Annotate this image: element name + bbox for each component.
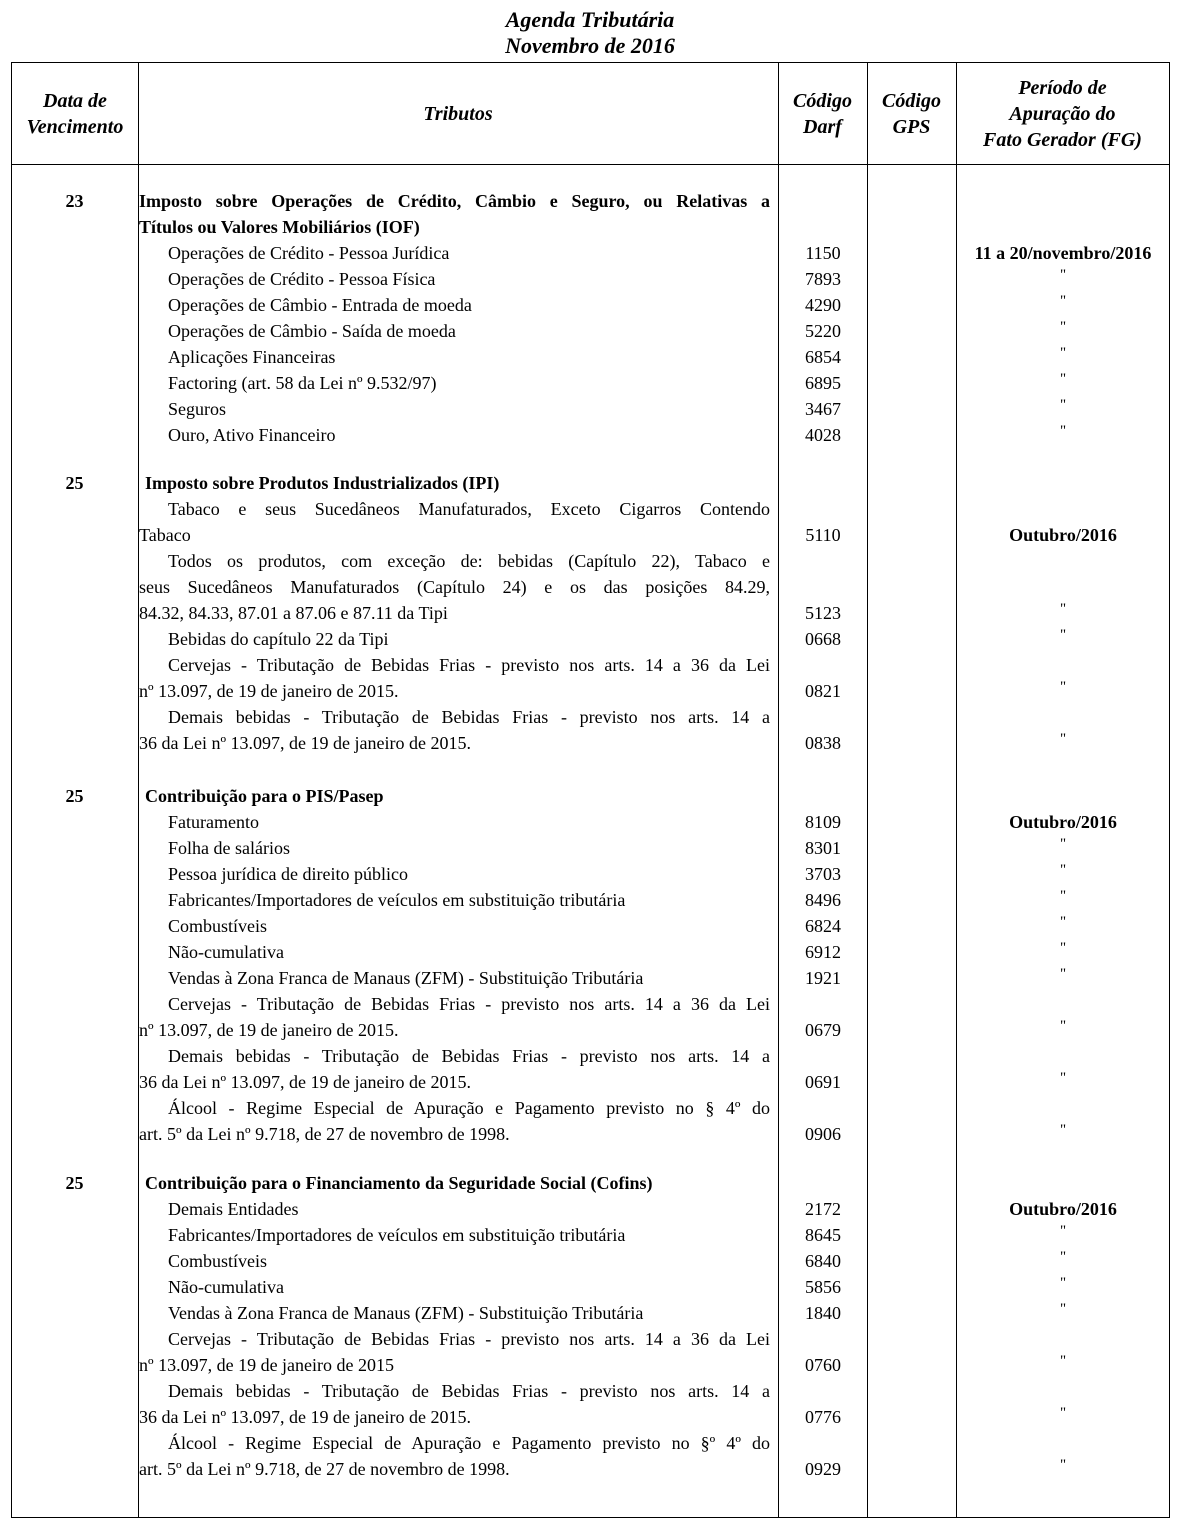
item-description: Factoring (art. 58 da Lei nº 9.532/97) xyxy=(168,373,437,393)
item-description: Não-cumulativa xyxy=(168,1277,284,1297)
ditto-mark: " xyxy=(1059,1018,1067,1034)
header-taxes: Tributos xyxy=(423,102,493,125)
ditto-mark: " xyxy=(1059,1275,1067,1291)
ditto-mark: " xyxy=(1059,679,1067,695)
ditto-mark: " xyxy=(1059,1249,1067,1265)
darf-code: 8496 xyxy=(805,890,841,910)
ditto-mark: " xyxy=(1059,1070,1067,1086)
darf-code: 4028 xyxy=(805,425,841,445)
item-description: Operações de Crédito - Pessoa Jurídica xyxy=(168,243,450,263)
document-subtitle: Novembro de 2016 xyxy=(505,33,675,58)
darf-code: 0929 xyxy=(805,1459,841,1479)
item-description: Cervejas - Tributação de Bebidas Frias - previsto nos arts. 14 a 36 da Lei xyxy=(168,655,770,675)
document-title: Agenda Tributária xyxy=(505,7,675,32)
item-description: Vendas à Zona Franca de Manaus (ZFM) - Substituição Tributária xyxy=(168,1303,644,1323)
item-description: Folha de salários xyxy=(168,838,290,858)
ditto-mark: " xyxy=(1059,267,1067,283)
item-description: 36 da Lei nº 13.097, de 19 de janeiro de 2015. xyxy=(139,733,471,753)
period-value: 11 a 20/novembro/2016 xyxy=(974,243,1152,263)
darf-code: 5220 xyxy=(805,321,841,341)
darf-code: 0906 xyxy=(805,1124,841,1144)
darf-code: 3703 xyxy=(805,864,841,884)
item-description: Álcool - Regime Especial de Apuração e Pagamento previsto no § 4º do xyxy=(168,1098,770,1118)
darf-code: 7893 xyxy=(805,269,841,289)
due-date: 25 xyxy=(65,786,84,806)
section-title: Contribuição para o PIS/Pasep xyxy=(145,786,384,806)
item-description: nº 13.097, de 19 de janeiro de 2015 xyxy=(139,1355,395,1375)
item-description: Demais Entidades xyxy=(168,1199,299,1219)
ditto-mark: " xyxy=(1059,627,1067,643)
darf-code: 8109 xyxy=(805,812,841,832)
ditto-mark: " xyxy=(1059,293,1067,309)
ditto-mark: " xyxy=(1059,601,1067,617)
ditto-mark: " xyxy=(1059,836,1067,852)
item-description: nº 13.097, de 19 de janeiro de 2015. xyxy=(139,681,399,701)
item-description: Operações de Crédito - Pessoa Física xyxy=(168,269,436,289)
item-description: Cervejas - Tributação de Bebidas Frias - previsto nos arts. 14 a 36 da Lei xyxy=(168,994,770,1014)
item-description: 36 da Lei nº 13.097, de 19 de janeiro de 2015. xyxy=(139,1407,471,1427)
ditto-mark: " xyxy=(1059,319,1067,335)
ditto-mark: " xyxy=(1059,862,1067,878)
ditto-mark: " xyxy=(1059,888,1067,904)
header-darf-code: Código Darf xyxy=(793,89,852,138)
section-title: Contribuição para o Financiamento da Seguridade Social (Cofins) xyxy=(145,1173,653,1193)
period-value: Outubro/2016 xyxy=(1009,525,1117,545)
item-description: Tabaco e seus Sucedâneos Manufaturados, Exceto Cigarros Contendo xyxy=(168,499,770,519)
ditto-mark: " xyxy=(1059,731,1067,747)
item-description: Tabaco xyxy=(139,525,191,545)
period-value: Outubro/2016 xyxy=(1009,812,1117,832)
ditto-mark: " xyxy=(1059,1122,1067,1138)
ditto-mark: " xyxy=(1059,1457,1067,1473)
period-value: Outubro/2016 xyxy=(1009,1199,1117,1219)
ditto-mark: " xyxy=(1059,1405,1067,1421)
ditto-mark: " xyxy=(1059,345,1067,361)
darf-code: 2172 xyxy=(805,1199,841,1219)
darf-code: 1150 xyxy=(805,243,841,263)
item-description: Vendas à Zona Franca de Manaus (ZFM) - Substituição Tributária xyxy=(168,968,644,988)
due-date: 25 xyxy=(65,1173,84,1193)
item-description: Seguros xyxy=(168,399,226,419)
darf-code: 0776 xyxy=(805,1407,841,1427)
darf-code: 6912 xyxy=(805,942,841,962)
darf-code: 5123 xyxy=(805,603,841,623)
due-date: 23 xyxy=(65,191,84,211)
item-description: art. 5º da Lei nº 9.718, de 27 de novembro de 1998. xyxy=(139,1124,510,1144)
item-description: seus Sucedâneos Manufaturados (Capítulo 24) e os das posições 84.29, xyxy=(139,577,770,597)
item-description: Pessoa jurídica de direito público xyxy=(168,864,408,884)
item-description: Combustíveis xyxy=(168,916,268,936)
darf-code: 6895 xyxy=(805,373,841,393)
item-description: Operações de Câmbio - Saída de moeda xyxy=(168,321,456,341)
darf-code: 0691 xyxy=(805,1072,841,1092)
item-description: 84.32, 84.33, 87.01 a 87.06 e 87.11 da Tipi xyxy=(139,603,448,623)
ditto-mark: " xyxy=(1059,1301,1067,1317)
ditto-mark: " xyxy=(1059,914,1067,930)
darf-code: 5856 xyxy=(805,1277,841,1297)
item-description: Aplicações Financeiras xyxy=(168,347,336,367)
darf-code: 0668 xyxy=(805,629,841,649)
item-description: Ouro, Ativo Financeiro xyxy=(168,425,336,445)
darf-code: 8645 xyxy=(805,1225,841,1245)
item-description: art. 5º da Lei nº 9.718, de 27 de novembro de 1998. xyxy=(139,1459,510,1479)
darf-code: 0821 xyxy=(805,681,841,701)
ditto-mark: " xyxy=(1059,940,1067,956)
ditto-mark: " xyxy=(1059,423,1067,439)
item-description: Não-cumulativa xyxy=(168,942,284,962)
item-description: Fabricantes/Importadores de veículos em substituição tributária xyxy=(168,890,626,910)
item-description: Faturamento xyxy=(168,812,259,832)
item-description: nº 13.097, de 19 de janeiro de 2015. xyxy=(139,1020,399,1040)
item-description: Cervejas - Tributação de Bebidas Frias - previsto nos arts. 14 a 36 da Lei xyxy=(168,1329,770,1349)
darf-code: 1840 xyxy=(805,1303,841,1323)
item-description: 36 da Lei nº 13.097, de 19 de janeiro de 2015. xyxy=(139,1072,471,1092)
header-gps-code: Código GPS xyxy=(882,89,941,138)
ditto-mark: " xyxy=(1059,397,1067,413)
darf-code: 6840 xyxy=(805,1251,841,1271)
ditto-mark: " xyxy=(1059,1353,1067,1369)
section-title: Imposto sobre Produtos Industrializados (IPI) xyxy=(145,473,500,493)
item-description: Bebidas do capítulo 22 da Tipi xyxy=(168,629,389,649)
ditto-mark: " xyxy=(1059,1223,1067,1239)
ditto-mark: " xyxy=(1059,371,1067,387)
header-period: Período de Apuração do Fato Gerador (FG) xyxy=(983,76,1142,151)
darf-code: 0838 xyxy=(805,733,841,753)
item-description: Operações de Câmbio - Entrada de moeda xyxy=(168,295,472,315)
darf-code: 5110 xyxy=(805,525,841,545)
darf-code: 1921 xyxy=(805,968,841,988)
item-description: Álcool - Regime Especial de Apuração e Pagamento previsto no §º 4º do xyxy=(168,1433,770,1453)
item-description: Todos os produtos, com exceção de: bebidas (Capítulo 22), Tabaco e xyxy=(168,551,770,571)
darf-code: 4290 xyxy=(805,295,841,315)
item-description: Fabricantes/Importadores de veículos em substituição tributária xyxy=(168,1225,626,1245)
darf-code: 0760 xyxy=(805,1355,841,1375)
darf-code: 0679 xyxy=(805,1020,841,1040)
item-description: Demais bebidas - Tributação de Bebidas Frias - previsto nos arts. 14 a xyxy=(168,1046,770,1066)
darf-code: 8301 xyxy=(805,838,841,858)
ditto-mark: " xyxy=(1059,966,1067,982)
section-title: Títulos ou Valores Mobiliários (IOF) xyxy=(139,217,420,237)
section-title: Imposto sobre Operações de Crédito, Câmbio e Seguro, ou Relativas a xyxy=(139,191,770,211)
due-date: 25 xyxy=(65,473,84,493)
item-description: Demais bebidas - Tributação de Bebidas Frias - previsto nos arts. 14 a xyxy=(168,1381,770,1401)
item-description: Combustíveis xyxy=(168,1251,268,1271)
darf-code: 6824 xyxy=(805,916,841,936)
item-description: Demais bebidas - Tributação de Bebidas Frias - previsto nos arts. 14 a xyxy=(168,707,770,727)
header-due-date: Data de Vencimento xyxy=(26,89,124,138)
darf-code: 6854 xyxy=(805,347,841,367)
darf-code: 3467 xyxy=(805,399,841,419)
